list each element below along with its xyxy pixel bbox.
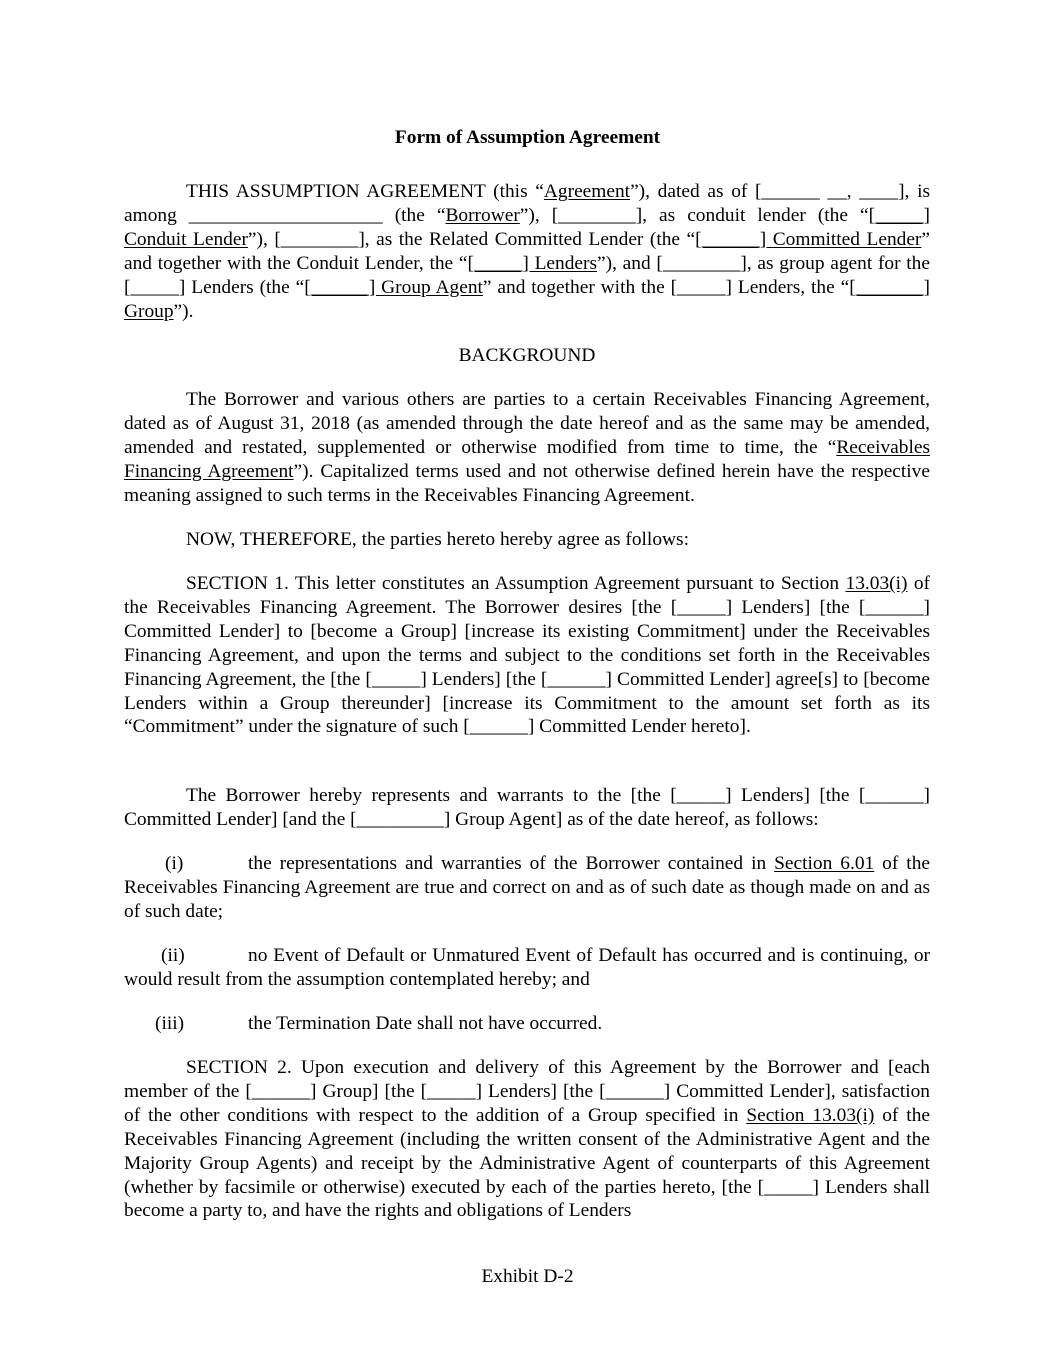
section-reference: 13.03(i) — [845, 573, 908, 594]
intro-text: ” and together with the [_____] Lenders, the “ — [482, 276, 850, 298]
intro-text: ”). — [173, 300, 194, 322]
intro-text: THIS ASSUMPTION AGREEMENT (this “ — [186, 181, 544, 202]
intro-text: ”), [________], as the Related Committed Lender (the “ — [247, 228, 696, 250]
section-2-paragraph — [124, 1056, 930, 1223]
section-1-paragraph — [124, 572, 930, 739]
list-item-text: no Event of Default or Unmatured Event of Default has occurred and is continuing, or would result from the assumption contemplated hereby; and — [124, 945, 930, 990]
section-reference: Section 13.03(i) — [746, 1104, 875, 1126]
section-1-text: of the Receivables Financing Agreement. The Borrower desires [the [_____] Lenders] [the [______] Committed Lender] to [become a Group] [increase its existing Commitment] under the Receivables Financing Agreement, and upon the terms and subject to the conditions set forth in the Receivables Financing Agreement, the [the [_____] Lenders] [the [______] Committed Lender] agree[s] to [become Lenders within a Group thereunder] [increase its Commitment to the amount set forth as its “Commitment” under the signature of such [______] Committed Lender hereto]. — [124, 573, 930, 738]
defined-term-agreement: Agreement — [543, 181, 631, 202]
section-2-text: SECTION 2. Upon execution and delivery of this Agreement by the Borrower and [each member of the [______] Group] [the [_____] Lenders] [the [______] Committed Lender], satisfaction of the other conditions with respect to the addition of a Group specified in — [124, 1057, 930, 1126]
list-item-number: (iii) — [155, 1013, 185, 1034]
defined-term-receivables-financing-agreement: Receivables Financing Agreement — [124, 436, 930, 482]
list-item-text: of the Receivables Financing Agreement are true and correct on and as of such date as though made on and as of such date; — [124, 853, 930, 922]
defined-term-borrower: Borrower — [445, 204, 520, 226]
defined-term-committed-lender: [______] Committed Lender — [695, 228, 922, 250]
background-text: The Borrower and various others are parties to a certain Receivables Financing Agreement, dated as of August 31, 2018 (as amended through the date hereof and as the same may be amended, amended and restated, supplemented or otherwise modified from time to time, the “ — [124, 389, 930, 458]
intro-paragraph — [124, 180, 930, 323]
intro-text: ” and together with the Conduit Lender, the “ — [124, 228, 931, 274]
section-1-text: SECTION 1. This letter constitutes an Assumption Agreement pursuant to Section — [186, 573, 846, 594]
document-title: Form of Assumption Agreement — [394, 127, 661, 148]
intro-text: ”), and [________], as group agent for the [_____] Lenders (the “ — [124, 252, 930, 298]
intro-text: ”), [________], as conduit lender (the “ — [519, 204, 869, 226]
defined-term-group: [_______] Group — [124, 276, 930, 322]
represents-paragraph: The Borrower hereby represents and warrants to the [the [_____] Lenders] [the [______] Committed Lender] [and the [_________] Group Agent] as of the date hereof, as follows: — [124, 785, 930, 830]
defined-term-group-agent: [______] Group Agent — [304, 276, 483, 298]
list-item — [124, 852, 930, 924]
background-text: ”). Capitalized terms used and not otherwise defined herein have the respective meaning assigned to such terms in the Receivables Financing Agreement. — [124, 460, 930, 506]
list-item-text: the representations and warranties of the Borrower contained in — [248, 853, 775, 874]
defined-term-lenders: [_____] Lenders — [467, 252, 598, 274]
list-item — [124, 944, 930, 992]
page-footer: Exhibit D-2 — [481, 1266, 574, 1287]
background-heading: BACKGROUND — [458, 345, 596, 366]
now-therefore-paragraph: NOW, THEREFORE, the parties hereto hereby agree as follows: — [186, 529, 689, 550]
list-item-text: the Termination Date shall not have occurred. — [248, 1013, 603, 1034]
list-item-number: (i) — [165, 853, 184, 874]
list-item-number: (ii) — [161, 945, 185, 966]
intro-text: ”), dated as of [______ __, ____], is among ____________________ (the “ — [124, 181, 930, 226]
defined-term-conduit-lender: [_____] Conduit Lender — [124, 204, 930, 250]
section-2-text: of the Receivables Financing Agreement (including the written consent of the Administrative Agent and the Majority Group Agents) and receipt by the Administrative Agent of counterparts of this Agreement (whether by facsimile or otherwise) executed by each of the parties hereto, [the [_____] Lenders shall become a party to, and have the rights and obligations of Lenders — [124, 1104, 930, 1222]
section-reference: Section 6.01 — [774, 853, 875, 874]
list-item — [124, 1012, 930, 1036]
background-paragraph — [124, 388, 930, 508]
